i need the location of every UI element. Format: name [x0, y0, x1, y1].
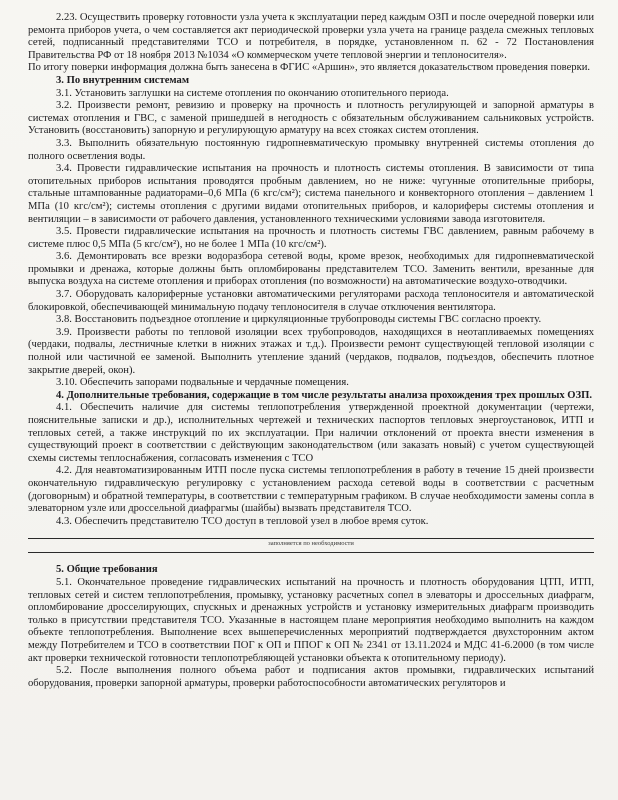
- paragraph-3-4: 3.4. Провести гидравлические испытания на прочность и плотность системы отопления. В зависимости от типа отопительных приборов испытания проводятся пробным давлением, но не ниже: чугунные отопительные приборы, стальные штампованные радиаторами–0,6 МПа (6 кгс/см²); система панельного и конвекторного отопления – давлением 1 МПа (10 кгс/см²); системы отопления с другими видами отопительных приборов, и калориферы системы отопления и вентиляции – в зависимости от рабочего давления, установленного техническими условиями завода изготовителя.: [28, 163, 594, 225]
- paragraph-3-3: 3.3. Выполнить обязательную постоянную гидропневматическую промывку внутренней системы отопления до полного осветления воды.: [28, 137, 594, 162]
- paragraph-3-5: 3.5. Провести гидравлические испытания на прочность и плотность системы ГВС давлением, равным рабочему в системе плюс 0,5 МПа (5 кгс/см²), но не более 1 МПа (10 кгс/см²).: [28, 226, 594, 250]
- paragraph-4-3: 4.3. Обеспечить представителю ТСО доступ в тепловой узел в любое время суток.: [56, 515, 429, 527]
- paragraph-4-2: 4.2. Для неавтоматизированным ИТП после пуска системы теплопотребления в работу в течение 15 дней произвести окончательную гидравлическую регулировку с установлением расхода сетевой воды в соответствии с расчетным (договорным) и обратной температуры, в соответствии с температурным графиком. В случае необходимости замены сопла в элеваторном узле или дроссельной диафрагмы (шайбы) вызвать представителя ТСО.: [28, 465, 594, 515]
- separator-line-top: [28, 538, 594, 539]
- paragraph-5-1: 5.1. Окончательное проведение гидравлических испытаний на прочность и плотность оборудования ЦТП, ИТП, тепловых сетей и систем теплопотребления, промывку, установку расчетных сопел в элеваторы и дроссельных диафрагм, опломбирование дросселирующих, спускных и дренажных устройств и установку измерительных диафрагм производить только в присутствии представителя ТСО. Указанные в настоящем плане мероприятия необходимо выполнить на каждом объекте теплопотребления. Выполнение всех вышеперечисленных мероприятий подтверждается двухсторонним актом между Потребителем и ТСО в соответствии ПОГ к ОП и ППОГ к ОП № 2341 от 13.11.2024 и МДС 41-6.2000 (в том числе акт проверки технической готовности теплопотребляющей установки объекта к отопительному периоду).: [28, 576, 594, 664]
- paragraph-3-1: 3.1. Установить заглушки на системе отопления по окончанию отопительного периода.: [56, 87, 449, 99]
- paragraph-3-10: 3.10. Обеспечить запорами подвальные и чердачные помещения.: [56, 377, 349, 389]
- separator-block: [28, 532, 594, 562]
- separator-note: заполняется по необходимости: [268, 540, 354, 548]
- paragraph-3-8: 3.8. Восстановить подъездное отопление и циркуляционные трубопроводы системы ГВС согласно проекту.: [56, 314, 542, 326]
- paragraph-3-9: 3.9. Произвести работы по тепловой изоляции всех трубопроводов, находящихся в неотапливаемых помещениях (чердаки, подвалы, лестничные клетки в нижних этажах и т.д.). Произвести ремонт существующей тепловой изоляции с полной или частичной ее заменой. Выполнить утепление зданий (чердаков, подвалов, подъездов, обеспечить плотное закрытие дверей, окон).: [28, 326, 594, 376]
- paragraph-3-7: 3.7. Оборудовать калориферные установки автоматическими регуляторами расхода теплоносителя и автоматической блокировкой, обеспечивающей минимальную подачу теплоносителя в случае отключения вентилятора.: [28, 289, 594, 313]
- paragraph-arshin: По итогу поверки информация должна быть занесена в ФГИС «Аршин», это является доказательством проведения поверки.: [28, 62, 591, 74]
- paragraph-4-1: 4.1. Обеспечить наличие для системы теплопотребления утвержденной проектной документации (чертежи, пояснительные записки и др.), исполнительных чертежей и технических паспортов тепловых энергоустановок, ИТП и тепловых сетей, а также инструкций по их эксплуатации. При наличии отклонений от проекта внести изменения в существующий проект в соответствии с действующим законодательством (или заказать новый) с учетом существующей схемы системы теплоснабжения, согласовать изменения с ТСО: [28, 402, 594, 464]
- separator-line-bottom: [28, 552, 594, 553]
- heading-section-4: 4. Дополнительные требования, содержащие в том числе результаты анализа прохождения трех прошлых ОЗП.: [56, 389, 593, 401]
- paragraph-2-23: 2.23. Осуществить проверку готовности узла учета к эксплуатации перед каждым ОЗП и после очередной поверки или ремонта приборов учета, о чем составляется акт периодической проверки узла учета на границе раздела смежных тепловых сетей, подписанный представителями ТСО и потребителя, в порядке, установленном п. 62 - 72 Постановления Правительства РФ от 18 ноября 2013 №1034 «О коммерческом учете тепловой энергии и теплоносителя».: [28, 12, 594, 61]
- document-body: [28, 12, 594, 690]
- heading-section-3: 3. По внутренним системам: [56, 74, 190, 86]
- heading-section-5: 5. Общие требования: [56, 564, 158, 576]
- paragraph-5-2: 5.2. После выполнения полного объема работ и подписания актов промывки, гидравлических испытаний оборудования, проверки запорной арматуры, проверки работоспособности автоматических регуляторов и: [28, 665, 594, 689]
- paragraph-3-6: 3.6. Демонтировать все врезки водоразбора сетевой воды, кроме врезок, необходимых для гидропневматической промывки и дренажа, которые должны быть опломбированы представителем ТСО. Заменить вентили, врезанные для выпуска воздуха на системе отопления и приборах отопления (по возможности) на автоматические воздухо-отводчики.: [28, 251, 594, 288]
- paragraph-3-2: 3.2. Произвести ремонт, ревизию и проверку на прочность и плотность регулирующей и запорной арматуры в системах отопления и ГВС, с заменой пришедшей в негодность с обязательным обслуживанием сальниковых устройств. Установить (восстановить) запорную и регулирующую арматуру на всех стояках систем отопления.: [28, 100, 594, 137]
